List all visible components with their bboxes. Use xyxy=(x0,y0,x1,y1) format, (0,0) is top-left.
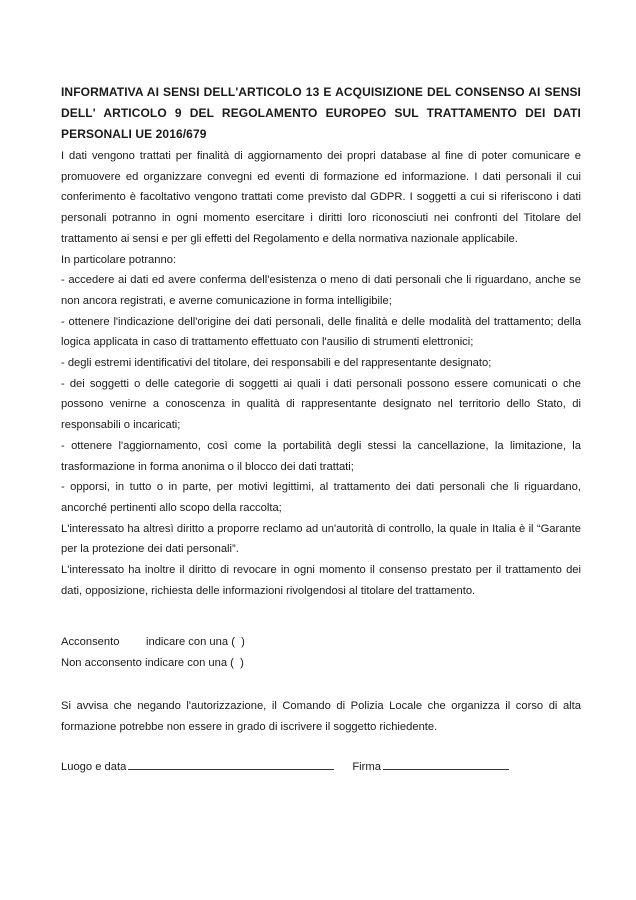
right-item-origin: - ottenere l'indicazione dell'origine dei dati personali, delle finalità e delle modalità del trattamento; della logica applicata in caso di trattamento effettuato con l'ausilio di strumenti elettronici; xyxy=(61,315,581,349)
signature-label: Firma xyxy=(352,761,381,773)
right-item-recipients: - dei soggetti o delle categorie di soggetti ai quali i dati personali possono essere comunicati o che possono venirne a conoscenza in qualità di rappresentante designato nel territorio dello Stato, di responsabili o incaricati; xyxy=(61,377,581,432)
right-item-access: - accedere ai dati ed avere conferma dell'esistenza o meno di dati personali che li riguardano, anche se non ancora registrati, e averne comunicazione in forma intelligibile; xyxy=(61,274,581,307)
right-item-identifiers: - degli estremi identificativi del titolare, dei responsabili e del rappresentante designato; xyxy=(61,357,492,370)
disagree-label: Non acconsento xyxy=(61,657,142,669)
complaint-paragraph: L'interessato ha altresì diritto a proporre reclamo ad un'autorità di controllo, la quale in Italia è il “Garante per la protezione dei dati personali”. xyxy=(61,522,581,556)
document-title: INFORMATIVA AI SENSI DELL'ARTICOLO 13 E ACQUISIZIONE DEL CONSENSO AI SENSI DELL' ARTICOLO 9 DEL REGOLAMENTO EUROPEO SUL TRATTAMENTO DEI DATI PERSONALI UE 2016/679 xyxy=(61,85,581,141)
signature-field[interactable] xyxy=(383,756,509,770)
rights-intro: In particolare potranno: xyxy=(61,253,177,266)
consent-disagree-option[interactable] xyxy=(61,653,581,674)
revoke-paragraph: L'interessato ha inoltre il diritto di revocare in ogni momento il consenso prestato per il trattamento dei dati, opposizione, richiesta delle informazioni rivolgendosi al titolare del trattamento. xyxy=(61,564,581,597)
refusal-notice: Si avvisa che negando l'autorizzazione, il Comando di Polizia Locale che organizza il corso di alta formazione potrebbe non essere in grado di iscrivere il soggetto richiedente. xyxy=(61,700,581,733)
consent-options xyxy=(61,632,581,674)
consent-agree-option[interactable] xyxy=(61,632,581,653)
right-item-oppose: - opporsi, in tutto o in parte, per motivi legittimi, al trattamento dei dati personali che li riguardano, ancorché pertinenti allo scopo della raccolta; xyxy=(61,481,581,514)
place-date-field[interactable] xyxy=(128,756,334,770)
disagree-instruction: indicare con una ( ) xyxy=(144,657,244,669)
intro-paragraph: I dati vengono trattati per finalità di aggiornamento dei propri database al fine di poter comunicare e promuovere ed organizzare convegni ed eventi di formazione ed informazione. I dati personali il cui conferimento è facoltativo vengono trattati come previsto dal GDPR. I soggetti a cui si riferiscono i dati personali potranno in ogni momento esercitare i diritti loro riconosciuti nei confronti del Titolare del trattamento ai sensi e per gli effetti del Regolamento e della normativa nazionale applicabile. xyxy=(61,150,581,245)
agree-instruction: indicare con una ( ) xyxy=(146,636,245,648)
right-item-update: - ottenere l'aggiornamento, così come la portabilità degli stessi la cancellazione, la limitazione, la trasformazione in forma anonima o il blocco dei dati trattati; xyxy=(61,439,581,473)
place-date-label: Luogo e data xyxy=(61,761,127,773)
agree-label: Acconsento xyxy=(61,636,120,648)
document-body xyxy=(61,146,581,601)
signature-section xyxy=(61,756,581,778)
